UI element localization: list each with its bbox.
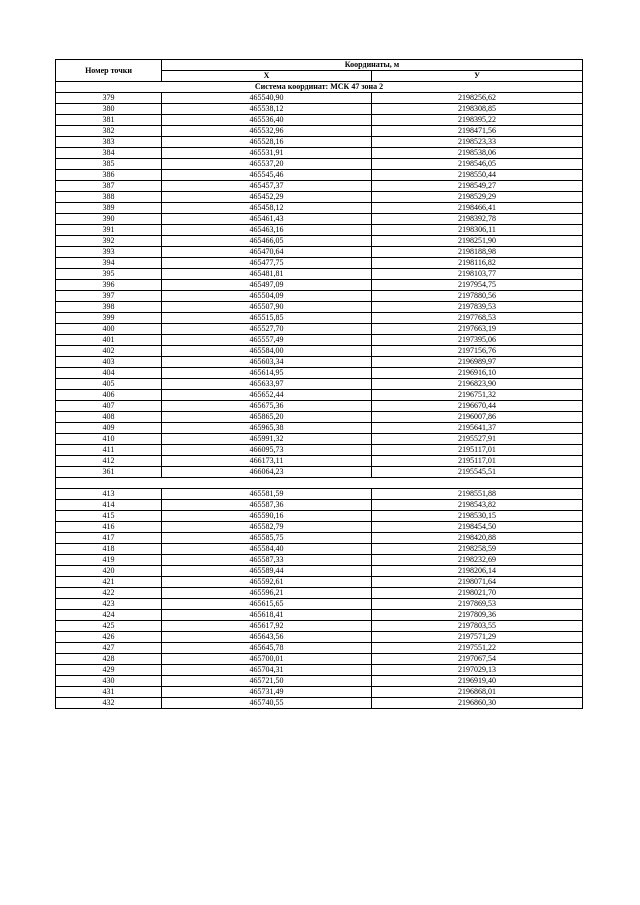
table-header <box>56 60 583 82</box>
point-number-cell: 431 <box>56 687 162 698</box>
point-number-cell: 417 <box>56 533 162 544</box>
point-number-cell: 388 <box>56 192 162 203</box>
point-number-cell: 420 <box>56 566 162 577</box>
x-coordinate-cell: 465585,75 <box>162 533 372 544</box>
table-row <box>56 577 583 588</box>
point-number-cell: 379 <box>56 93 162 104</box>
table-row <box>56 214 583 225</box>
x-coordinate-cell: 465463,16 <box>162 225 372 236</box>
y-coordinate-cell: 2197803,55 <box>372 621 583 632</box>
point-number-header: Номер точки <box>56 60 162 82</box>
y-coordinate-cell: 2198306,11 <box>372 225 583 236</box>
x-coordinate-cell: 465461,43 <box>162 214 372 225</box>
y-coordinate-cell: 2196823,90 <box>372 379 583 390</box>
point-number-cell: 418 <box>56 544 162 555</box>
y-coordinate-cell: 2198546,05 <box>372 159 583 170</box>
table-row <box>56 291 583 302</box>
table-row <box>56 489 583 500</box>
y-coordinate-cell: 2197571,29 <box>372 632 583 643</box>
point-number-cell: 390 <box>56 214 162 225</box>
point-number-cell: 383 <box>56 137 162 148</box>
x-coordinate-cell: 465704,31 <box>162 665 372 676</box>
x-coordinate-cell: 465721,50 <box>162 676 372 687</box>
x-coordinate-cell: 465603,34 <box>162 357 372 368</box>
point-number-cell: 407 <box>56 401 162 412</box>
table-row <box>56 346 583 357</box>
empty-separator-cell <box>56 478 583 489</box>
y-coordinate-cell: 2197839,53 <box>372 302 583 313</box>
x-coordinate-cell: 465466,05 <box>162 236 372 247</box>
table-row <box>56 467 583 478</box>
point-number-cell: 361 <box>56 467 162 478</box>
x-coordinate-cell: 465675,36 <box>162 401 372 412</box>
table-row <box>56 456 583 467</box>
x-coordinate-cell: 465457,37 <box>162 181 372 192</box>
point-number-cell: 410 <box>56 434 162 445</box>
y-coordinate-cell: 2197551,22 <box>372 643 583 654</box>
table-row <box>56 511 583 522</box>
point-number-cell: 391 <box>56 225 162 236</box>
point-number-cell: 402 <box>56 346 162 357</box>
empty-separator-row <box>56 478 583 489</box>
point-number-cell: 389 <box>56 203 162 214</box>
y-coordinate-cell: 2198188,98 <box>372 247 583 258</box>
x-coordinate-cell: 465582,79 <box>162 522 372 533</box>
y-coordinate-cell: 2198256,62 <box>372 93 583 104</box>
point-number-cell: 415 <box>56 511 162 522</box>
y-coordinate-cell: 2198395,22 <box>372 115 583 126</box>
table-row <box>56 610 583 621</box>
y-coordinate-cell: 2197395,06 <box>372 335 583 346</box>
point-number-cell: 396 <box>56 280 162 291</box>
y-coordinate-cell: 2198551,88 <box>372 489 583 500</box>
point-number-cell: 411 <box>56 445 162 456</box>
y-coordinate-cell: 2197663,19 <box>372 324 583 335</box>
point-number-cell: 432 <box>56 698 162 709</box>
point-number-cell: 423 <box>56 599 162 610</box>
y-coordinate-cell: 2197029,13 <box>372 665 583 676</box>
table-row <box>56 159 583 170</box>
x-coordinate-cell: 465865,20 <box>162 412 372 423</box>
y-coordinate-cell: 2195545,51 <box>372 467 583 478</box>
table-row <box>56 368 583 379</box>
table-row <box>56 247 583 258</box>
table-row <box>56 665 583 676</box>
table-row <box>56 434 583 445</box>
x-coordinate-cell: 465458,12 <box>162 203 372 214</box>
x-coordinate-cell: 466173,11 <box>162 456 372 467</box>
table-row <box>56 313 583 324</box>
table-row <box>56 588 583 599</box>
table-row <box>56 390 583 401</box>
y-coordinate-cell: 2198530,15 <box>372 511 583 522</box>
x-coordinate-cell: 465557,49 <box>162 335 372 346</box>
y-coordinate-cell: 2198116,82 <box>372 258 583 269</box>
x-coordinate-cell: 466064,23 <box>162 467 372 478</box>
x-coordinate-cell: 465545,46 <box>162 170 372 181</box>
table-row <box>56 170 583 181</box>
point-number-cell: 408 <box>56 412 162 423</box>
point-number-cell: 424 <box>56 610 162 621</box>
table-row <box>56 643 583 654</box>
point-number-cell: 398 <box>56 302 162 313</box>
table-row <box>56 555 583 566</box>
table-row <box>56 445 583 456</box>
point-number-cell: 392 <box>56 236 162 247</box>
x-coordinate-cell: 465538,12 <box>162 104 372 115</box>
y-coordinate-cell: 2195641,37 <box>372 423 583 434</box>
table-row <box>56 566 583 577</box>
y-coordinate-cell: 2198543,82 <box>372 500 583 511</box>
table-row <box>56 115 583 126</box>
point-number-cell: 387 <box>56 181 162 192</box>
table-row <box>56 632 583 643</box>
point-number-cell: 409 <box>56 423 162 434</box>
x-coordinate-cell: 465590,16 <box>162 511 372 522</box>
y-coordinate-cell: 2198392,78 <box>372 214 583 225</box>
x-coordinate-cell: 465581,59 <box>162 489 372 500</box>
point-number-cell: 413 <box>56 489 162 500</box>
table-row <box>56 676 583 687</box>
table-row <box>56 225 583 236</box>
y-coordinate-cell: 2197809,36 <box>372 610 583 621</box>
table-row <box>56 181 583 192</box>
coordinates-header: Координаты, м <box>162 60 583 71</box>
point-number-cell: 425 <box>56 621 162 632</box>
y-coordinate-cell: 2198103,77 <box>372 269 583 280</box>
y-coordinate-cell: 2198529,29 <box>372 192 583 203</box>
table-body <box>56 82 583 709</box>
point-number-cell: 381 <box>56 115 162 126</box>
y-coordinate-cell: 2198454,50 <box>372 522 583 533</box>
table-row <box>56 137 583 148</box>
point-number-cell: 419 <box>56 555 162 566</box>
x-coordinate-cell: 465507,90 <box>162 302 372 313</box>
x-coordinate-cell: 465515,85 <box>162 313 372 324</box>
point-number-cell: 394 <box>56 258 162 269</box>
point-number-cell: 416 <box>56 522 162 533</box>
point-number-cell: 386 <box>56 170 162 181</box>
table-row <box>56 148 583 159</box>
table-row <box>56 621 583 632</box>
table-row <box>56 533 583 544</box>
point-number-cell: 430 <box>56 676 162 687</box>
table-row <box>56 302 583 313</box>
coordinate-system-label: Система координат: МСК 47 зона 2 <box>56 82 583 93</box>
y-coordinate-cell: 2197768,53 <box>372 313 583 324</box>
x-coordinate-cell: 465452,29 <box>162 192 372 203</box>
point-number-cell: 395 <box>56 269 162 280</box>
y-coordinate-cell: 2197954,75 <box>372 280 583 291</box>
table-row <box>56 335 583 346</box>
table-row <box>56 698 583 709</box>
point-number-cell: 400 <box>56 324 162 335</box>
x-coordinate-cell: 465477,75 <box>162 258 372 269</box>
table-row <box>56 258 583 269</box>
table-row <box>56 280 583 291</box>
y-coordinate-cell: 2196916,10 <box>372 368 583 379</box>
point-number-cell: 421 <box>56 577 162 588</box>
y-coordinate-cell: 2197880,56 <box>372 291 583 302</box>
coordinates-table <box>55 59 583 709</box>
x-coordinate-cell: 465532,96 <box>162 126 372 137</box>
table-row <box>56 236 583 247</box>
table-row <box>56 269 583 280</box>
y-coordinate-cell: 2195527,91 <box>372 434 583 445</box>
y-coordinate-cell: 2195117,01 <box>372 445 583 456</box>
y-coordinate-cell: 2198071,64 <box>372 577 583 588</box>
x-coordinate-cell: 465470,64 <box>162 247 372 258</box>
x-coordinate-cell: 465527,70 <box>162 324 372 335</box>
point-number-cell: 380 <box>56 104 162 115</box>
y-coordinate-cell: 2198549,27 <box>372 181 583 192</box>
x-coordinate-cell: 465497,09 <box>162 280 372 291</box>
table-row <box>56 192 583 203</box>
y-coordinate-cell: 2195117,01 <box>372 456 583 467</box>
y-coordinate-cell: 2198251,90 <box>372 236 583 247</box>
x-coordinate-cell: 465991,32 <box>162 434 372 445</box>
y-coordinate-cell: 2197156,76 <box>372 346 583 357</box>
table-row <box>56 412 583 423</box>
table-row <box>56 104 583 115</box>
point-number-cell: 384 <box>56 148 162 159</box>
point-number-cell: 422 <box>56 588 162 599</box>
table-row <box>56 379 583 390</box>
table-row <box>56 544 583 555</box>
y-column-header: У <box>372 71 583 82</box>
x-coordinate-cell: 465618,41 <box>162 610 372 621</box>
table-row <box>56 500 583 511</box>
x-coordinate-cell: 465528,16 <box>162 137 372 148</box>
x-coordinate-cell: 465633,97 <box>162 379 372 390</box>
x-coordinate-cell: 465700,01 <box>162 654 372 665</box>
x-coordinate-cell: 465531,91 <box>162 148 372 159</box>
point-number-cell: 403 <box>56 357 162 368</box>
y-coordinate-cell: 2198466,41 <box>372 203 583 214</box>
point-number-cell: 427 <box>56 643 162 654</box>
y-coordinate-cell: 2198538,06 <box>372 148 583 159</box>
y-coordinate-cell: 2196919,40 <box>372 676 583 687</box>
y-coordinate-cell: 2197869,53 <box>372 599 583 610</box>
point-number-cell: 401 <box>56 335 162 346</box>
point-number-cell: 399 <box>56 313 162 324</box>
x-coordinate-cell: 465965,38 <box>162 423 372 434</box>
y-coordinate-cell: 2198523,33 <box>372 137 583 148</box>
x-coordinate-cell: 465540,90 <box>162 93 372 104</box>
point-number-cell: 404 <box>56 368 162 379</box>
y-coordinate-cell: 2198258,59 <box>372 544 583 555</box>
x-coordinate-cell: 465504,09 <box>162 291 372 302</box>
coordinate-system-row <box>56 82 583 93</box>
table-row <box>56 522 583 533</box>
point-number-cell: 397 <box>56 291 162 302</box>
point-number-cell: 428 <box>56 654 162 665</box>
point-number-cell: 405 <box>56 379 162 390</box>
table-row <box>56 126 583 137</box>
x-coordinate-cell: 465596,21 <box>162 588 372 599</box>
x-coordinate-cell: 465587,33 <box>162 555 372 566</box>
y-coordinate-cell: 2198420,88 <box>372 533 583 544</box>
point-number-cell: 429 <box>56 665 162 676</box>
table-row <box>56 324 583 335</box>
y-coordinate-cell: 2198550,44 <box>372 170 583 181</box>
x-coordinate-cell: 465481,81 <box>162 269 372 280</box>
y-coordinate-cell: 2196989,97 <box>372 357 583 368</box>
table-row <box>56 423 583 434</box>
y-coordinate-cell: 2198232,69 <box>372 555 583 566</box>
table-row <box>56 599 583 610</box>
x-column-header: Х <box>162 71 372 82</box>
x-coordinate-cell: 465589,44 <box>162 566 372 577</box>
x-coordinate-cell: 466095,73 <box>162 445 372 456</box>
point-number-cell: 414 <box>56 500 162 511</box>
x-coordinate-cell: 465645,78 <box>162 643 372 654</box>
point-number-cell: 382 <box>56 126 162 137</box>
point-number-cell: 385 <box>56 159 162 170</box>
y-coordinate-cell: 2196670,44 <box>372 401 583 412</box>
x-coordinate-cell: 465587,36 <box>162 500 372 511</box>
table-row <box>56 203 583 214</box>
x-coordinate-cell: 465614,95 <box>162 368 372 379</box>
x-coordinate-cell: 465537,20 <box>162 159 372 170</box>
point-number-cell: 393 <box>56 247 162 258</box>
table-row <box>56 357 583 368</box>
point-number-cell: 406 <box>56 390 162 401</box>
point-number-cell: 412 <box>56 456 162 467</box>
x-coordinate-cell: 465592,61 <box>162 577 372 588</box>
y-coordinate-cell: 2196751,32 <box>372 390 583 401</box>
y-coordinate-cell: 2196007,86 <box>372 412 583 423</box>
x-coordinate-cell: 465584,00 <box>162 346 372 357</box>
y-coordinate-cell: 2196868,01 <box>372 687 583 698</box>
x-coordinate-cell: 465615,65 <box>162 599 372 610</box>
x-coordinate-cell: 465536,40 <box>162 115 372 126</box>
table-row <box>56 687 583 698</box>
x-coordinate-cell: 465643,56 <box>162 632 372 643</box>
x-coordinate-cell: 465652,44 <box>162 390 372 401</box>
point-number-cell: 426 <box>56 632 162 643</box>
x-coordinate-cell: 465731,49 <box>162 687 372 698</box>
y-coordinate-cell: 2198021,70 <box>372 588 583 599</box>
table-row <box>56 93 583 104</box>
y-coordinate-cell: 2197067,54 <box>372 654 583 665</box>
table-row <box>56 401 583 412</box>
table-row <box>56 654 583 665</box>
x-coordinate-cell: 465740,55 <box>162 698 372 709</box>
y-coordinate-cell: 2196860,30 <box>372 698 583 709</box>
x-coordinate-cell: 465584,40 <box>162 544 372 555</box>
y-coordinate-cell: 2198308,85 <box>372 104 583 115</box>
x-coordinate-cell: 465617,92 <box>162 621 372 632</box>
y-coordinate-cell: 2198471,56 <box>372 126 583 137</box>
y-coordinate-cell: 2198206,14 <box>372 566 583 577</box>
